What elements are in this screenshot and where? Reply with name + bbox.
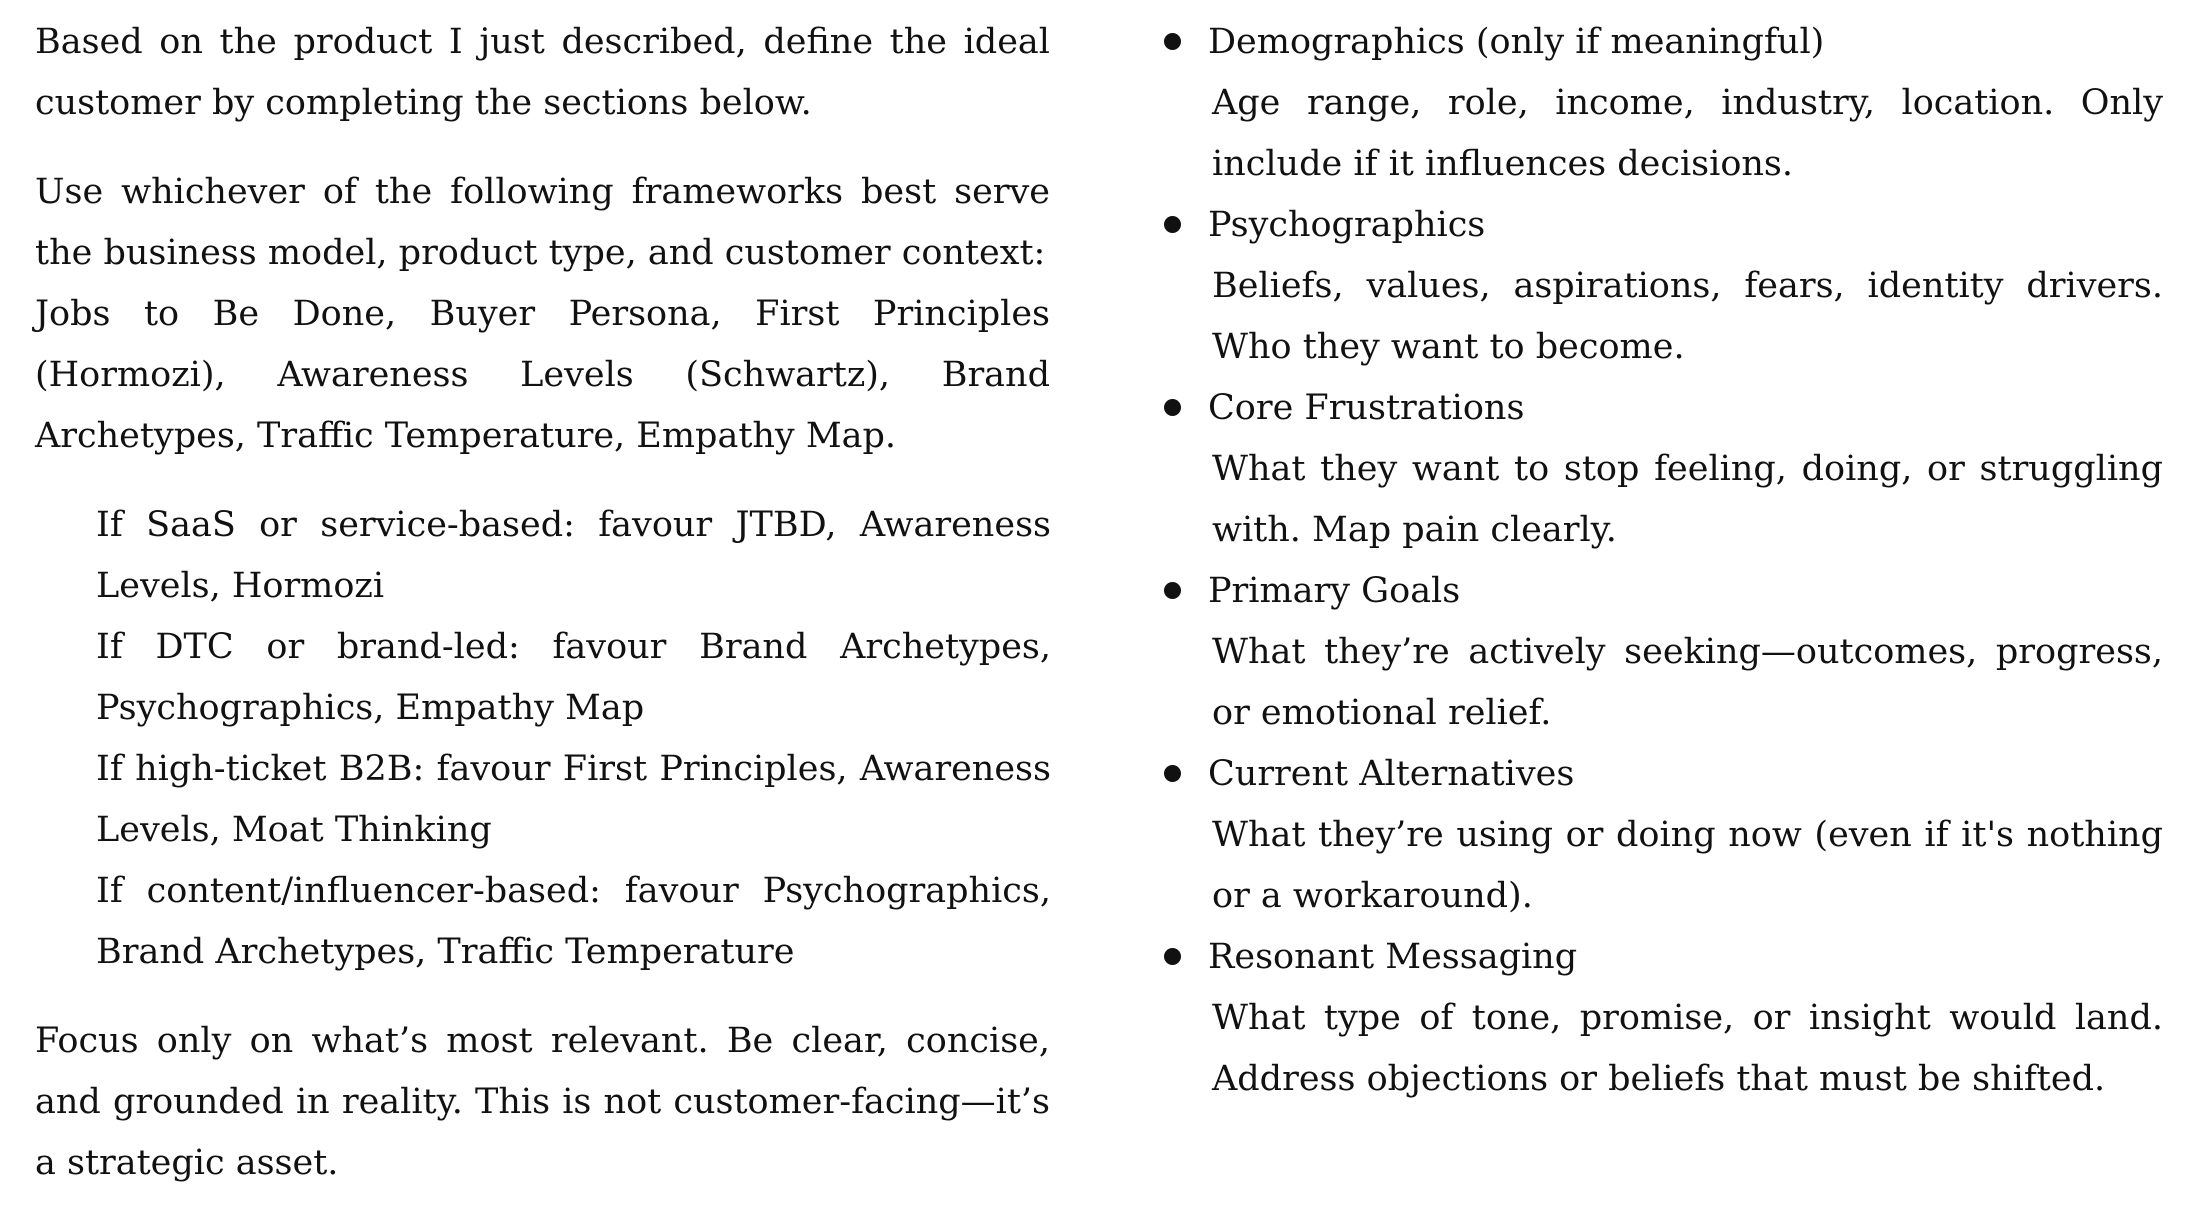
section-title: Current Alternatives xyxy=(1208,754,1575,794)
section-description: What type of tone, promise, or insight would land. Address objections or beliefs that must be shifted. xyxy=(1212,998,2163,1099)
condition-content: If content/influencer-based: favour Psychographics, Brand Archetypes, Traffic Temperature xyxy=(96,871,1051,972)
right-column xyxy=(1158,12,2163,1110)
section-title: Resonant Messaging xyxy=(1208,937,1578,977)
list-item-demographics xyxy=(1158,12,2163,195)
section-title: Core Frustrations xyxy=(1208,388,1525,428)
condition-b2b: If high-ticket B2B: favour First Principles, Awareness Levels, Moat Thinking xyxy=(96,749,1051,850)
section-title: Demographics (only if meaningful) xyxy=(1208,22,1825,62)
bullet-icon xyxy=(1164,33,1181,50)
condition-saas: If SaaS or service-based: favour JTBD, Awareness Levels, Hormozi xyxy=(96,505,1051,606)
intro-paragraph: Based on the product I just described, define the ideal customer by completing the sections below. xyxy=(35,22,1050,123)
bullet-icon xyxy=(1164,948,1181,965)
conditions-block xyxy=(96,495,1051,983)
closing-paragraph: Focus only on what’s most relevant. Be clear, concise, and grounded in reality. This is not customer-facing—it’s a strategic asset. xyxy=(35,1021,1050,1183)
section-description: Beliefs, values, aspirations, fears, identity drivers. Who they want to become. xyxy=(1212,266,2163,367)
bullet-icon xyxy=(1164,582,1181,599)
bullet-icon xyxy=(1164,399,1181,416)
list-item-psychographics xyxy=(1158,195,2163,378)
left-column xyxy=(35,12,1050,1194)
list-item-primary-goals xyxy=(1158,561,2163,744)
section-description: What they want to stop feeling, doing, or struggling with. Map pain clearly. xyxy=(1212,449,2163,550)
frameworks-lead: Use whichever of the following frameworks best serve the business model, product type, and customer context: xyxy=(35,172,1050,273)
section-title: Psychographics xyxy=(1208,205,1486,245)
frameworks-list: Jobs to Be Done, Buyer Persona, First Principles (Hormozi), Awareness Levels (Schwartz), Brand Archetypes, Traffic Temperature, Empathy Map. xyxy=(35,294,1050,456)
section-description: What they’re using or doing now (even if it's nothing or a workaround). xyxy=(1212,815,2163,916)
condition-dtc: If DTC or brand-led: favour Brand Archetypes, Psychographics, Empathy Map xyxy=(96,627,1051,728)
section-description: What they’re actively seeking—outcomes, progress, or emotional relief. xyxy=(1212,632,2163,733)
bullet-icon xyxy=(1164,765,1181,782)
bullet-icon xyxy=(1164,216,1181,233)
section-title: Primary Goals xyxy=(1208,571,1461,611)
section-description: Age range, role, income, industry, location. Only include if it influences decisions. xyxy=(1212,83,2163,184)
list-item-core-frustrations xyxy=(1158,378,2163,561)
frameworks-paragraph xyxy=(35,162,1050,467)
customer-sections-list xyxy=(1158,12,2163,1110)
list-item-current-alternatives xyxy=(1158,744,2163,927)
list-item-resonant-messaging xyxy=(1158,927,2163,1110)
